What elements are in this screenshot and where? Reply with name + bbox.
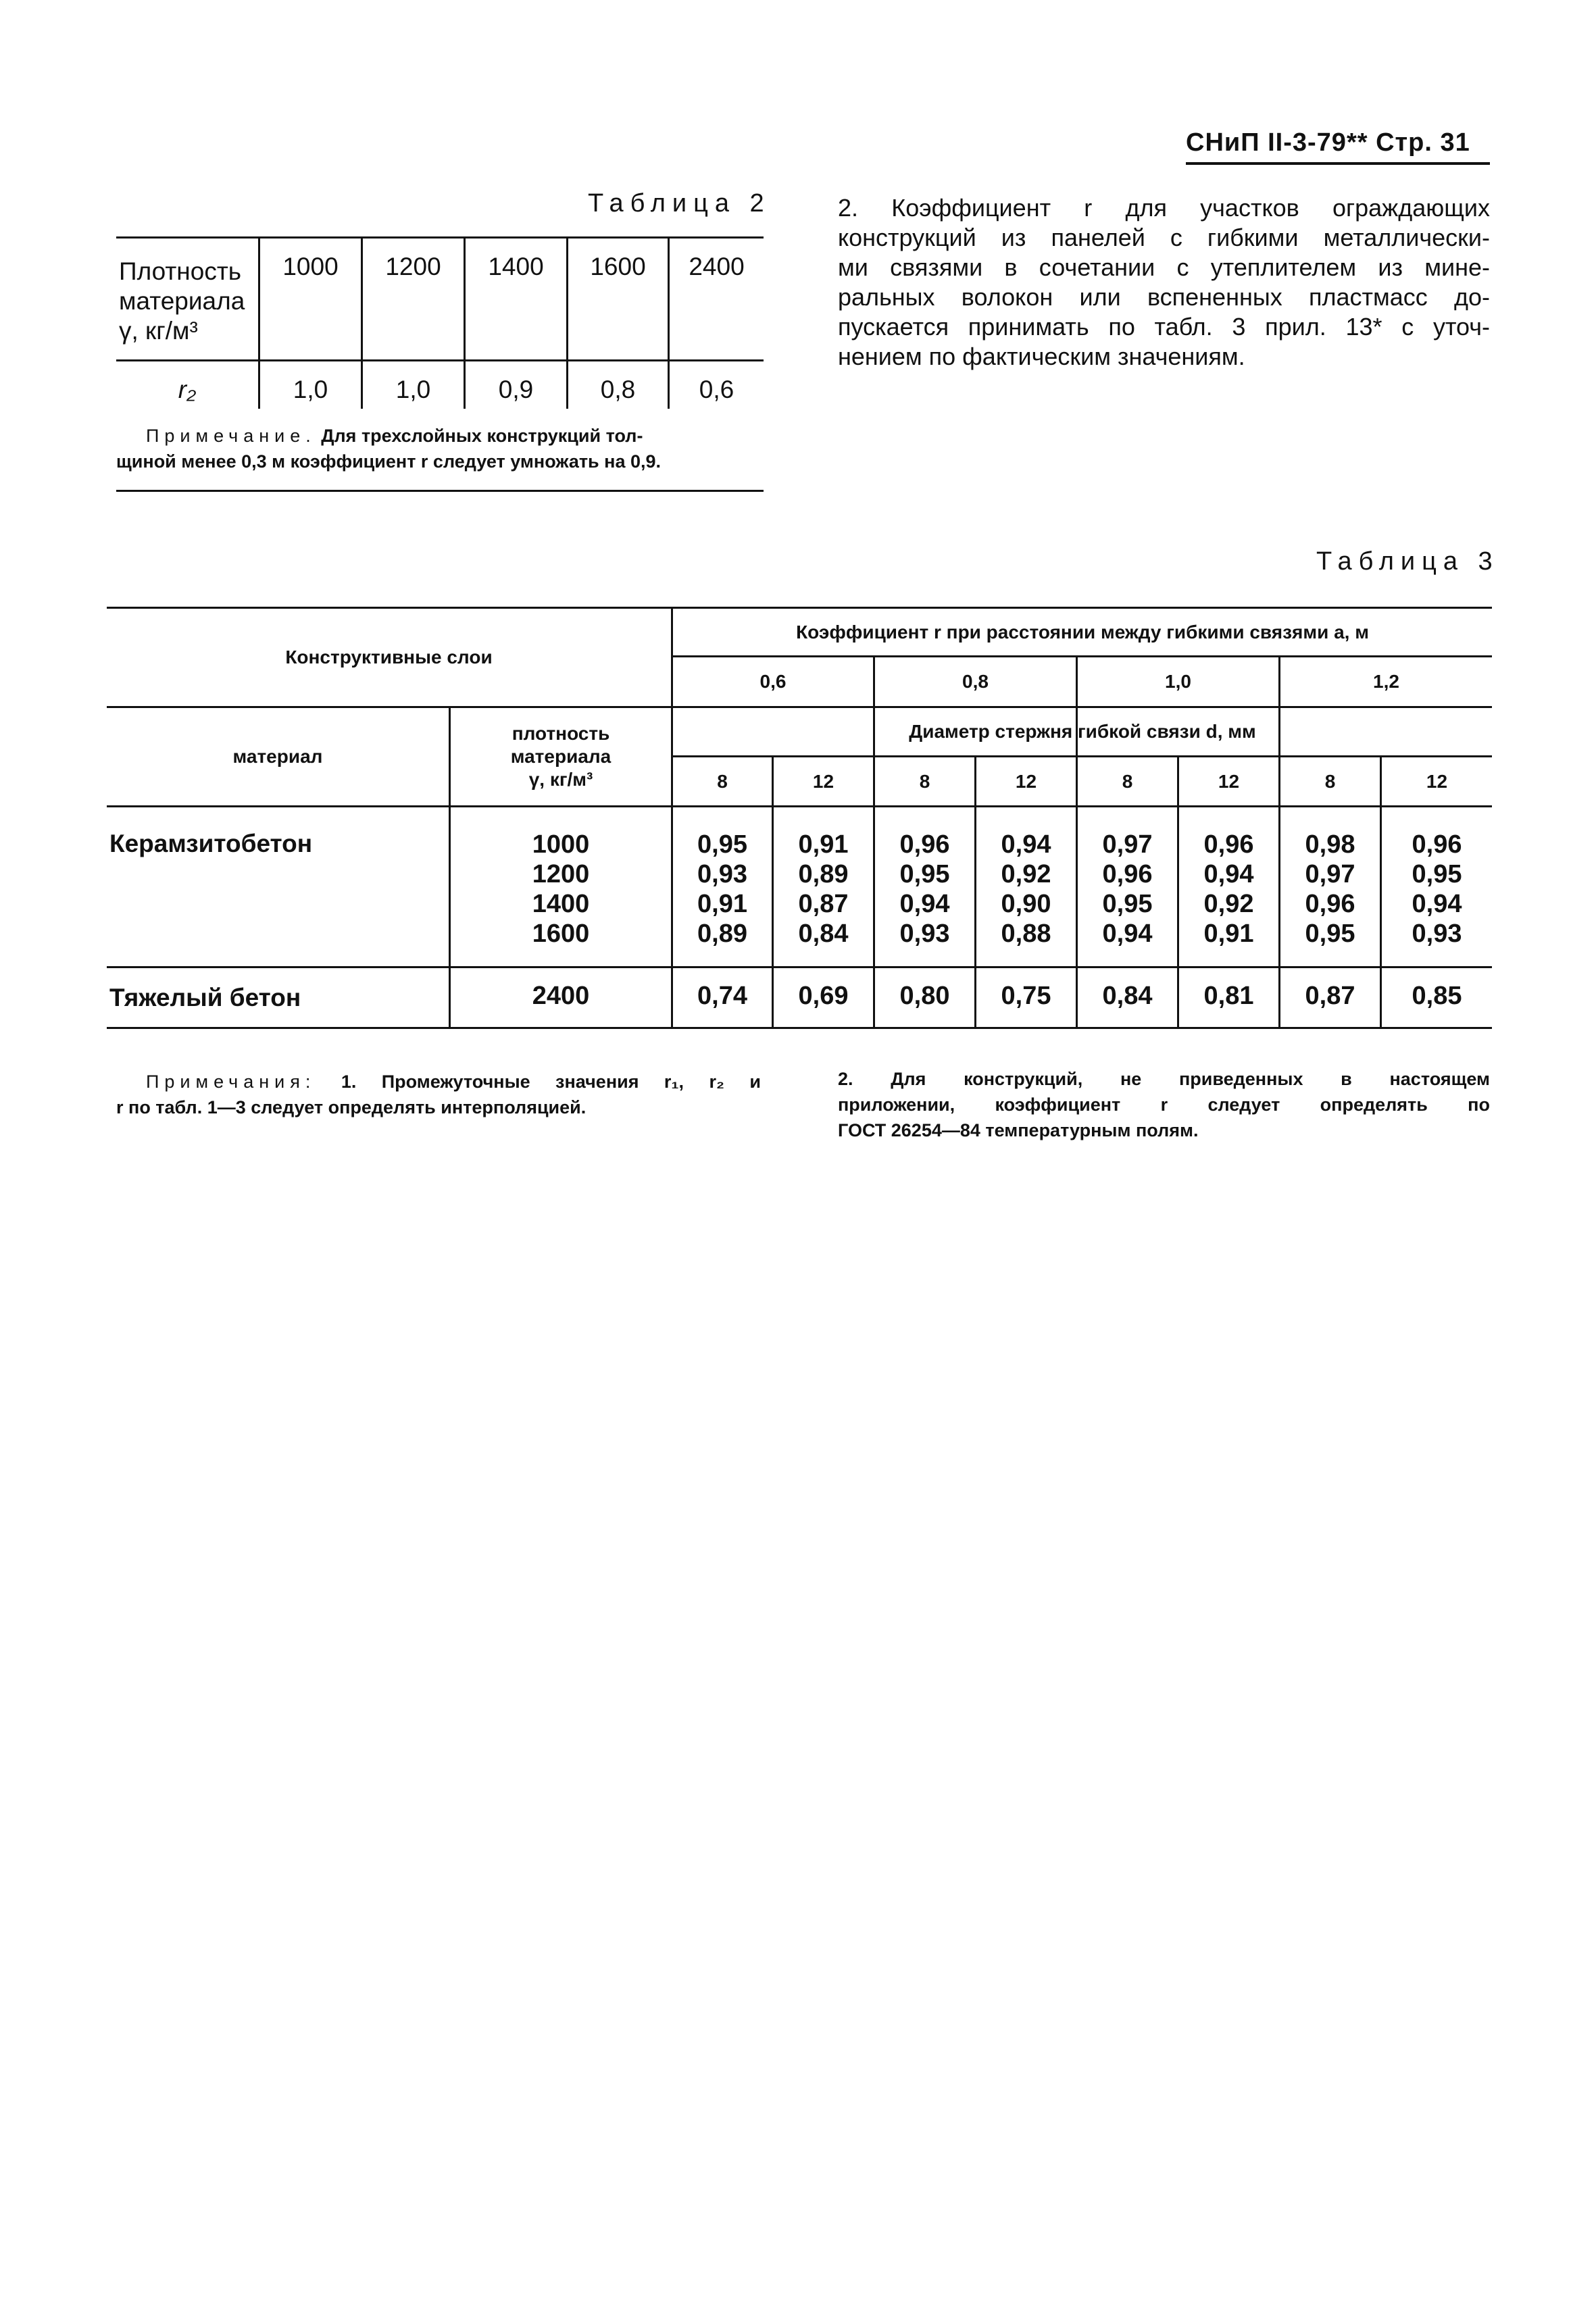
table3-title: Таблица 3: [1316, 547, 1499, 576]
coef-value: 0,98: [1305, 830, 1355, 859]
coef-value: 0,74: [697, 982, 747, 1010]
note-head: Примечания:: [146, 1072, 316, 1092]
table2-value: 0,9: [498, 376, 534, 403]
table3-col: [1078, 830, 1177, 949]
coef-value: 0,95: [697, 830, 747, 859]
table3-distance: 1,0: [1165, 671, 1191, 692]
coef-value: 0,95: [1305, 920, 1355, 948]
table3-distance: 0,8: [962, 671, 989, 692]
table2-density: 1200: [385, 253, 441, 280]
density-header-line: γ, кг/м³: [528, 769, 593, 790]
table2-label-line: γ, кг/м³: [119, 317, 198, 345]
table3-diameter: 12: [812, 770, 834, 792]
table3-material: Тяжелый бетон: [109, 984, 301, 1011]
coef-value: 0,95: [1102, 890, 1153, 918]
coef-value: 0,89: [798, 860, 849, 888]
coef-value: 0,96: [1305, 890, 1355, 918]
table2-mid-rule: [116, 359, 764, 361]
coef-value: 0,90: [1001, 890, 1051, 918]
table2-density: 2400: [689, 253, 745, 280]
density-header-line: материала: [510, 746, 612, 767]
table2-density: 1400: [488, 253, 544, 280]
table2-label-line: материала: [119, 287, 245, 315]
table3-diameter: 8: [1324, 770, 1336, 792]
coef-value: 0,96: [1412, 830, 1462, 859]
table3-distance: 1,2: [1373, 671, 1399, 692]
note-text: Для трехслойных конструкций тол-: [321, 426, 643, 446]
density-header-line: плотность: [512, 723, 610, 744]
table3-rule: [107, 805, 1492, 807]
coef-value: 0,95: [899, 860, 950, 888]
table2-value: 1,0: [395, 376, 431, 403]
coef-value: 0,93: [697, 860, 747, 888]
coef-value: 0,94: [1001, 830, 1051, 859]
coef-value: 0,97: [1102, 830, 1153, 859]
paragraph-line: нением по фактическим значениям.: [838, 343, 1245, 370]
coef-value: 0,89: [697, 920, 747, 948]
note-head: Примечание.: [146, 426, 316, 446]
table2-note: [146, 423, 768, 449]
density-value: 1600: [532, 920, 590, 948]
table3-rule: [107, 966, 1492, 968]
coef-value: 0,93: [899, 920, 950, 948]
table3-density-header: [451, 708, 671, 805]
coef-value: 0,97: [1305, 860, 1355, 888]
table2-density: 1600: [590, 253, 646, 280]
table2-value: 0,6: [699, 376, 734, 403]
coef-value: 0,69: [798, 982, 849, 1010]
paragraph-line: ральных волокон или вспененных пластмасс до-: [838, 283, 1490, 311]
table2-title: Таблица 2: [588, 189, 771, 218]
table3-note-right: [838, 1066, 1490, 1143]
coef-value: 0,80: [899, 982, 950, 1010]
coef-value: 0,94: [1412, 890, 1462, 918]
table3-col: [1280, 830, 1380, 949]
table3-material: Керамзитобетон: [109, 830, 313, 857]
table3-note-left-line2: r по табл. 1—3 следует определять интерполяцией.: [116, 1097, 587, 1117]
table3-diameter: 12: [1015, 770, 1037, 792]
header-underline: [1186, 162, 1490, 165]
coef-value: 0,96: [1102, 860, 1153, 888]
density-value: 1000: [532, 830, 590, 859]
note-line: ГОСТ 26254—84 температурным полям.: [838, 1120, 1199, 1140]
table2-value: 1,0: [293, 376, 328, 403]
document-header: СНиП II-3-79** Стр. 31: [1186, 128, 1470, 157]
table2-top-rule: [116, 236, 764, 238]
table3-diameter: 8: [919, 770, 930, 792]
coef-value: 0,81: [1203, 982, 1254, 1010]
table3-col: [875, 830, 974, 949]
coef-value: 0,96: [899, 830, 950, 859]
table3-bottom-rule: [107, 1027, 1492, 1029]
coef-value: 0,91: [1203, 920, 1254, 948]
table3-col: [673, 830, 772, 949]
table2-value: 0,8: [600, 376, 636, 403]
table3-densities: [451, 830, 671, 949]
paragraph-line: 2. Коэффициент r для участков ограждающих: [838, 194, 1490, 222]
table2-row-header: [119, 257, 245, 346]
density-value: 2400: [532, 982, 590, 1010]
table3-diameter: 8: [1122, 770, 1133, 792]
table3-diameter-header: Диаметр стержня гибкой связи d, мм: [909, 721, 1256, 742]
coef-value: 0,92: [1203, 890, 1254, 918]
table2-label-line: Плотность: [119, 257, 242, 285]
coef-value: 0,95: [1412, 860, 1462, 888]
note-line: 2. Для конструкций, не приведенных в настоящем: [838, 1069, 1490, 1089]
paragraph-line: ми связями в сочетании с утеплителем из мине-: [838, 253, 1490, 281]
table3-col: [976, 830, 1076, 949]
paragraph-line: конструкций из панелей с гибкими металлически-: [838, 224, 1490, 251]
coef-value: 0,88: [1001, 920, 1051, 948]
table3-diameter: 12: [1218, 770, 1240, 792]
table3-col: [1179, 830, 1278, 949]
table2-bottom-rule: [116, 490, 764, 492]
coef-value: 0,91: [798, 830, 849, 859]
note-line: приложении, коэффициент r следует определять по: [838, 1095, 1490, 1115]
coef-value: 0,93: [1412, 920, 1462, 948]
table2-r2-label: r₂: [178, 376, 197, 403]
coef-value: 0,96: [1203, 830, 1254, 859]
density-value: 1200: [532, 860, 590, 888]
coef-value: 0,84: [798, 920, 849, 948]
table3-diameter: 12: [1426, 770, 1448, 792]
table3-col: [1382, 830, 1492, 949]
coef-value: 0,87: [798, 890, 849, 918]
table3-note-left: [146, 1069, 761, 1095]
paragraph-2: [838, 193, 1490, 372]
table3-diameter: 8: [717, 770, 728, 792]
coef-value: 0,87: [1305, 982, 1355, 1010]
coef-value: 0,94: [1203, 860, 1254, 888]
table3-material-header: материал: [232, 746, 323, 767]
coef-value: 0,94: [1102, 920, 1153, 948]
coef-value: 0,75: [1001, 982, 1051, 1010]
table2-density: 1000: [282, 253, 339, 280]
density-value: 1400: [532, 890, 590, 918]
table2-note-line2: щиной менее 0,3 м коэффициент r следует умножать на 0,9.: [116, 451, 662, 472]
coef-value: 0,94: [899, 890, 950, 918]
coef-value: 0,85: [1412, 982, 1462, 1010]
table3-distance: 0,6: [759, 671, 787, 692]
paragraph-line: пускается принимать по табл. 3 прил. 13* с уточ-: [838, 313, 1490, 341]
coef-value: 0,92: [1001, 860, 1051, 888]
note-text: 1. Промежуточные значения r₁, r₂ и: [341, 1072, 761, 1092]
table3-layers-header: Конструктивные слои: [285, 647, 493, 668]
coef-value: 0,91: [697, 890, 747, 918]
coef-value: 0,84: [1102, 982, 1153, 1010]
table3-coef-header: Коэффициент r при расстоянии между гибкими связями a, м: [796, 621, 1369, 643]
table3-col: [774, 830, 873, 949]
